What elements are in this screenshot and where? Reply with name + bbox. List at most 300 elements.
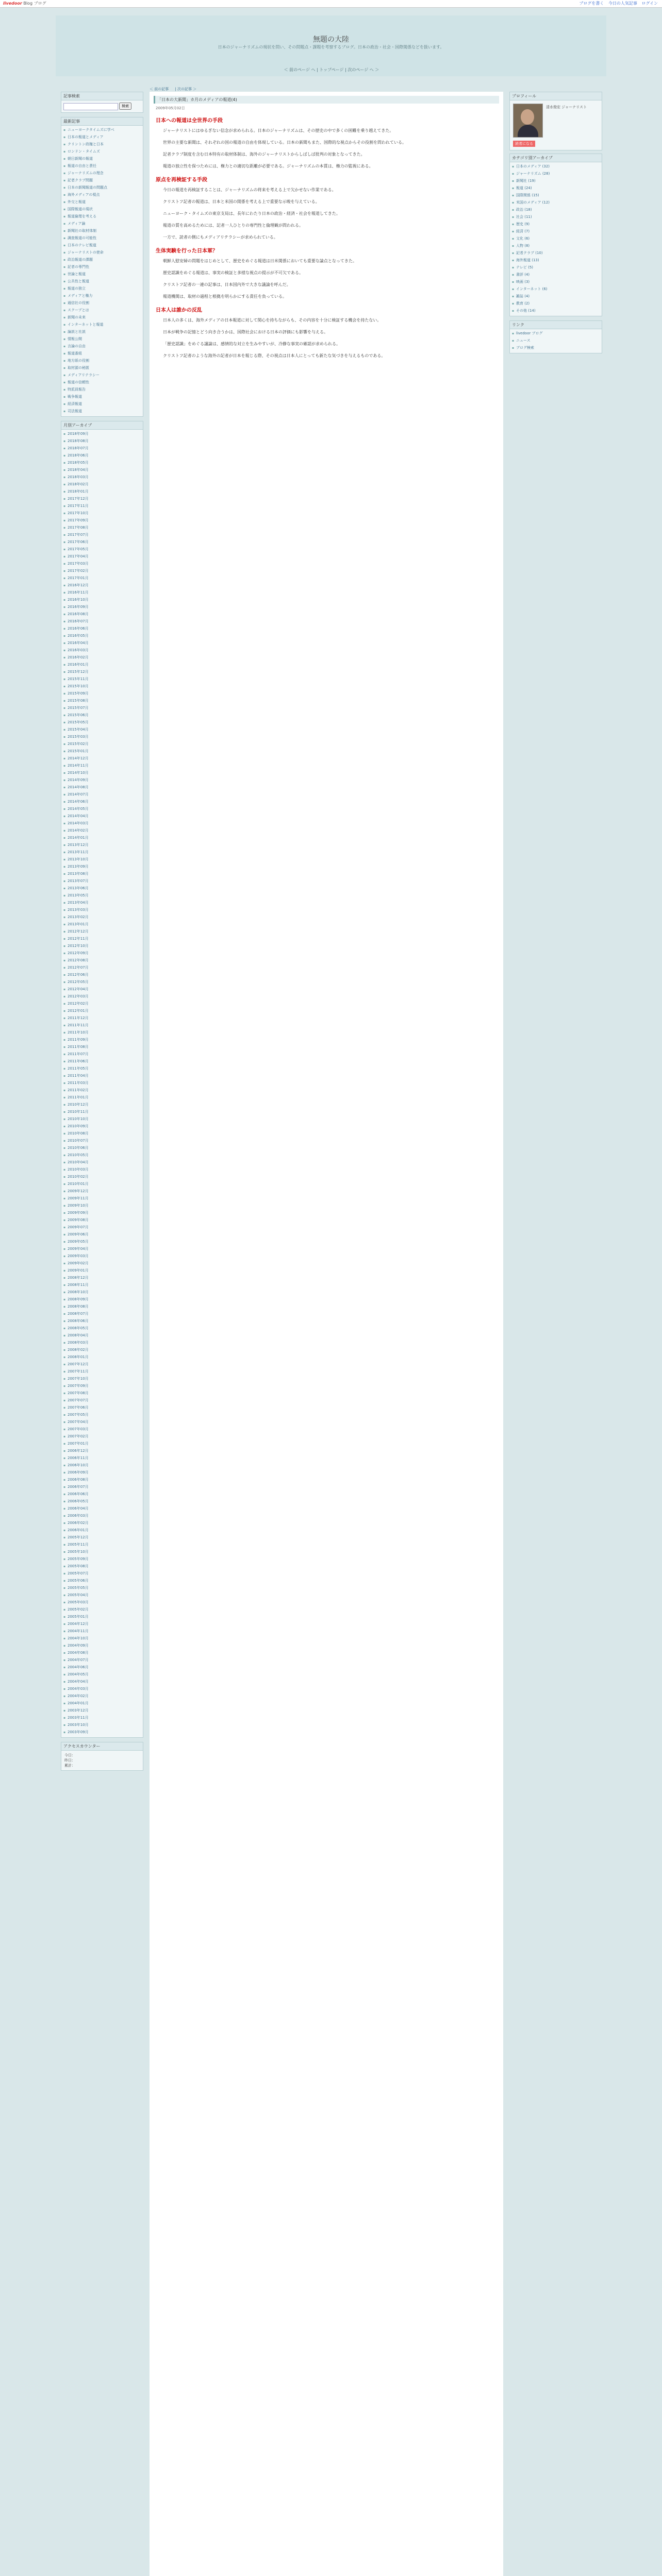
archive-month-item[interactable]: ▪ 2014年10月 [63,770,141,777]
category-item[interactable]: ▪ 新聞社 (19) [512,178,600,185]
recent-post-item[interactable]: ▪ メディア論 [63,221,141,228]
archive-month-item[interactable]: ▪ 2009年02月 [63,1260,141,1267]
archive-month-item[interactable]: ▪ 2011年07月 [63,1051,141,1058]
archive-month-item[interactable]: ▪ 2010年02月 [63,1174,141,1181]
archive-month-item[interactable]: ▪ 2014年02月 [63,827,141,835]
archives-box [61,421,143,1738]
recent-post-item[interactable]: ▪ 記者クラブ問題 [63,177,141,184]
main-content [150,87,503,2576]
archive-month-item[interactable]: ▪ 2015年12月 [63,669,141,676]
archives-list [61,430,143,1737]
recent-post-item[interactable]: ▪ 外交と報道 [63,199,141,206]
archive-month-item[interactable]: ▪ 2014年03月 [63,820,141,827]
archive-month-item[interactable]: ▪ 2012年01月 [63,1008,141,1015]
categories-list [510,162,602,316]
paragraph: 報道の独立性を保つためには、権力との適切な距離が必要である。ジャーナリズムの本質は、権力の監視にある。 [163,164,373,168]
archive-month-item[interactable]: ▪ 2011年01月 [63,1094,141,1101]
archive-month-item[interactable]: ▪ 2015年11月 [63,676,141,683]
archive-month-item[interactable]: ▪ 2013年09月 [63,863,141,871]
section-heading: 生体実験を行った日本軍？ [156,248,218,254]
section-heading: 日本人は誰かの反乱 [156,308,202,313]
archive-month-item[interactable]: ▪ 2005年10月 [63,1549,141,1556]
archive-month-item[interactable]: ▪ 2018年06月 [63,452,141,460]
archive-month-item[interactable]: ▪ 2007年12月 [63,1361,141,1368]
paragraph: クリストフ記者の報道は、日本と米国の関係を考える上で重要な示唆を与えている。 [163,199,320,204]
recent-post-item[interactable]: ▪ メディアリテラシー [63,372,141,379]
archive-month-item[interactable]: ▪ 2005年04月 [63,1592,141,1599]
archive-month-item[interactable]: ▪ 2008年06月 [63,1318,141,1325]
recent-post-item[interactable]: ▪ 報道の信頼性 [63,379,141,386]
recent-post-item[interactable]: ▪ 新聞社の取材体制 [63,228,141,235]
archive-month-item[interactable]: ▪ 2011年03月 [63,1080,141,1087]
archive-month-item[interactable]: ▪ 2007年06月 [63,1404,141,1412]
archive-month-item[interactable]: ▪ 2007年02月 [63,1433,141,1440]
paragraph: クリストフ記者の一連の記事は、日本国内外で大きな議論を呼んだ。 [163,282,291,287]
archive-month-item[interactable]: ▪ 2009年12月 [63,1188,141,1195]
archive-month-item[interactable]: ▪ 2012年05月 [63,979,141,986]
category-item[interactable]: ▪ 政治 (18) [512,207,600,214]
archive-month-item[interactable]: ▪ 2013年08月 [63,871,141,878]
recent-post-item[interactable]: ▪ 日本の新聞報道の問題点 [63,184,141,192]
recent-posts-box [61,117,143,417]
archive-month-item[interactable]: ▪ 2007年11月 [63,1368,141,1376]
profile-text: 清水俊宏 ジャーナリスト [546,105,587,109]
category-item[interactable]: ▪ 歴史 (9) [512,221,600,228]
archive-month-item[interactable]: ▪ 2017年12月 [63,496,141,503]
archive-month-item[interactable]: ▪ 2006年12月 [63,1448,141,1455]
archive-month-item[interactable]: ▪ 2010年09月 [63,1123,141,1130]
archive-month-item[interactable]: ▪ 2017年08月 [63,524,141,532]
archive-month-item[interactable]: ▪ 2005年11月 [63,1541,141,1549]
archive-month-item[interactable]: ▪ 2018年01月 [63,488,141,496]
archive-month-item[interactable]: ▪ 2014年09月 [63,777,141,784]
archive-month-item[interactable]: ▪ 2005年08月 [63,1563,141,1570]
archive-month-item[interactable]: ▪ 2013年07月 [63,878,141,885]
archive-month-item[interactable]: ▪ 2015年10月 [63,683,141,690]
archive-month-item[interactable]: ▪ 2013年12月 [63,842,141,849]
avatar[interactable] [513,104,543,138]
archive-month-item[interactable]: ▪ 2008年04月 [63,1332,141,1340]
recent-post-item[interactable]: ▪ 言論の自由 [63,343,141,350]
recent-post-item[interactable]: ▪ 報道の自由と責任 [63,163,141,170]
archive-month-item[interactable]: ▪ 2012年09月 [63,950,141,957]
archive-month-item[interactable]: ▪ 2013年10月 [63,856,141,863]
recent-post-item[interactable]: ▪ 報道番組 [63,350,141,358]
search-input[interactable] [63,103,118,110]
archive-month-item[interactable]: ▪ 2005年01月 [63,1614,141,1621]
archive-month-item[interactable]: ▪ 2008年03月 [63,1340,141,1347]
counter-title: アクセスカウンター [61,1742,143,1751]
archive-month-item[interactable]: ▪ 2009年06月 [63,1231,141,1239]
paragraph: クリストフ記者のような海外の記者が日本を報じる際、その視点は日本人にとっても新たな気づきを与えるものである。 [163,353,386,358]
archive-month-item[interactable]: ▪ 2014年01月 [63,835,141,842]
category-item[interactable]: ▪ インターネット (6) [512,286,600,293]
archive-month-item[interactable]: ▪ 2010年06月 [63,1145,141,1152]
archive-month-item[interactable]: ▪ 2008年10月 [63,1289,141,1296]
page-wrapper [56,15,606,2576]
archive-month-item[interactable]: ▪ 2018年08月 [63,438,141,445]
archive-month-item[interactable]: ▪ 2007年08月 [63,1390,141,1397]
archive-month-item[interactable]: ▪ 2007年09月 [63,1383,141,1390]
archive-month-item[interactable]: ▪ 2007年04月 [63,1419,141,1426]
profile-box [509,92,602,150]
top-toolbar [0,0,662,8]
archive-month-item[interactable]: ▪ 2008年08月 [63,1303,141,1311]
search-button[interactable]: 検索 [119,103,131,110]
archive-month-item[interactable]: ▪ 2009年07月 [63,1224,141,1231]
archive-month-item[interactable]: ▪ 2016年02月 [63,654,141,662]
archive-month-item[interactable]: ▪ 2009年08月 [63,1217,141,1224]
archive-month-item[interactable]: ▪ 2015年07月 [63,705,141,712]
archive-month-item[interactable]: ▪ 2010年11月 [63,1109,141,1116]
recent-post-item[interactable]: ▪ 経済報道 [63,401,141,408]
archive-month-item[interactable]: ▪ 2004年08月 [63,1650,141,1657]
archive-month-item[interactable]: ▪ 2009年05月 [63,1239,141,1246]
recent-post-item[interactable]: ▪ 政治報道の課題 [63,257,141,264]
entry-date: 2009年05月02日 [156,106,185,110]
link-item[interactable]: ▪ ニュース [512,337,600,345]
recent-post-item[interactable]: ▪ ロンドン・タイムズ [63,148,141,156]
archive-month-item[interactable]: ▪ 2005年03月 [63,1599,141,1606]
archive-month-item[interactable]: ▪ 2006年10月 [63,1462,141,1469]
recent-post-item[interactable]: ▪ 地方紙の役割 [63,358,141,365]
archive-month-item[interactable]: ▪ 2006年01月 [63,1527,141,1534]
archive-month-item[interactable]: ▪ 2013年01月 [63,921,141,928]
archive-month-item[interactable]: ▪ 2015年06月 [63,712,141,719]
counter-yesterday: 昨日： [64,1758,75,1762]
archive-month-item[interactable]: ▪ 2012年11月 [63,936,141,943]
archive-month-item[interactable]: ▪ 2004年05月 [63,1671,141,1679]
recent-post-item[interactable]: ▪ スクープとは [63,307,141,314]
archive-month-item[interactable]: ▪ 2012年03月 [63,993,141,1001]
category-item[interactable]: ▪ 日本のメディア (32) [512,163,600,171]
archive-month-item[interactable]: ▪ 2014年06月 [63,799,141,806]
archive-month-item[interactable]: ▪ 2016年03月 [63,647,141,654]
archive-month-item[interactable]: ▪ 2012年06月 [63,972,141,979]
archive-month-item[interactable]: ▪ 2005年05月 [63,1585,141,1592]
paragraph: ニューヨーク・タイムズの東京支局は、長年にわたり日本の政治・経済・社会を報道してきた。 [163,211,340,216]
archive-month-item[interactable]: ▪ 2008年09月 [63,1296,141,1303]
category-item[interactable]: ▪ 書評 (4) [512,272,600,279]
archive-month-item[interactable]: ▪ 2017年05月 [63,546,141,553]
recent-post-item[interactable]: ▪ 戦争報道 [63,394,141,401]
archive-month-item[interactable]: ▪ 2017年10月 [63,510,141,517]
archive-month-item[interactable]: ▪ 2014年11月 [63,762,141,770]
recent-post-item[interactable]: ▪ 調査報道の可能性 [63,235,141,242]
archive-month-item[interactable]: ▪ 2015年08月 [63,698,141,705]
archive-month-item[interactable]: ▪ 2011年08月 [63,1044,141,1051]
archive-month-item[interactable]: ▪ 2018年02月 [63,481,141,488]
archive-month-item[interactable]: ▪ 2018年09月 [63,431,141,438]
recent-post-item[interactable]: ▪ 取材源の秘匿 [63,365,141,372]
links-box [509,320,602,353]
archive-month-item[interactable]: ▪ 2006年08月 [63,1477,141,1484]
archive-month-item[interactable]: ▪ 2005年07月 [63,1570,141,1578]
archive-month-item[interactable]: ▪ 2012年10月 [63,943,141,950]
recent-post-item[interactable]: ▪ 海外メディアの視点 [63,192,141,199]
archive-month-item[interactable]: ▪ 2017年06月 [63,539,141,546]
archive-month-item[interactable]: ▪ 2003年09月 [63,1729,141,1736]
recent-post-item[interactable]: ▪ メディアと権力 [63,293,141,300]
archive-month-item[interactable]: ▪ 2016年12月 [63,582,141,589]
archive-month-item[interactable]: ▪ 2010年01月 [63,1181,141,1188]
archive-month-item[interactable]: ▪ 2015年02月 [63,741,141,748]
archive-month-item[interactable]: ▪ 2004年11月 [63,1628,141,1635]
archive-month-item[interactable]: ▪ 2005年02月 [63,1606,141,1614]
archive-month-item[interactable]: ▪ 2004年10月 [63,1635,141,1642]
archive-month-item[interactable]: ▪ 2015年03月 [63,734,141,741]
login-link[interactable]: ログイン [641,1,658,6]
category-item[interactable]: ▪ 米国のメディア (12) [512,199,600,207]
recent-post-item[interactable]: ▪ 日本のテレビ報道 [63,242,141,249]
archive-month-item[interactable]: ▪ 2006年09月 [63,1469,141,1477]
archive-month-item[interactable]: ▪ 2016年11月 [63,589,141,597]
archive-month-item[interactable]: ▪ 2013年05月 [63,892,141,900]
left-sidebar [61,92,143,2576]
archive-month-item[interactable]: ▪ 2012年08月 [63,957,141,964]
paragraph: 今日の報道を再検証することは、ジャーナリズムの将来を考える上で欠かせない作業である。 [163,188,336,192]
archive-month-item[interactable]: ▪ 2017年04月 [63,553,141,561]
counter-box [61,1742,143,1771]
category-item[interactable]: ▪ 文化 (6) [512,235,600,243]
archive-month-item[interactable]: ▪ 2017年01月 [63,575,141,582]
archive-month-item[interactable]: ▪ 2008年02月 [63,1347,141,1354]
archive-month-item[interactable]: ▪ 2006年05月 [63,1498,141,1505]
archive-month-item[interactable]: ▪ 2006年04月 [63,1505,141,1513]
recent-post-item[interactable]: ▪ ニューヨークタイムズに学べ [63,127,141,134]
archive-month-item[interactable]: ▪ 2007年03月 [63,1426,141,1433]
archive-month-item[interactable]: ▪ 2018年05月 [63,460,141,467]
archive-month-item[interactable]: ▪ 2010年04月 [63,1159,141,1166]
archive-month-item[interactable]: ▪ 2010年05月 [63,1152,141,1159]
recent-post-item[interactable]: ▪ 国際報道の現状 [63,206,141,213]
archive-month-item[interactable]: ▪ 2007年10月 [63,1376,141,1383]
archive-month-item[interactable]: ▪ 2004年09月 [63,1642,141,1650]
category-item[interactable]: ▪ 海外報道 (13) [512,257,600,264]
archive-month-item[interactable]: ▪ 2016年07月 [63,618,141,625]
popular-link[interactable]: 今日の人気記事 [608,1,637,6]
follow-button[interactable]: 読者になる [513,141,535,147]
livedoor-logo[interactable]: livedoor Blog ブログ [3,1,46,6]
paragraph: ジャーナリストにはゆるぎない信念が求められる。日本のジャーナリズムは、その歴史の中で多くの困難を乗り越えてきた。 [163,128,394,133]
recent-post-item[interactable]: ▪ 世論と報道 [63,271,141,278]
paragraph: 世界の主要な新聞は、それぞれの国の報道の自由を体現している。日本の新聞もまた、国際的な視点からその役割を問われている。 [163,140,406,145]
archive-month-item[interactable]: ▪ 2004年12月 [63,1621,141,1628]
archive-month-item[interactable]: ▪ 2014年12月 [63,755,141,762]
archive-month-item[interactable]: ▪ 2004年03月 [63,1686,141,1693]
archive-month-item[interactable]: ▪ 2003年11月 [63,1715,141,1722]
recent-post-item[interactable]: ▪ 特派員報告 [63,386,141,394]
section-heading: 日本への報道は全世界の手段 [156,118,223,124]
section-heading: 原点を再検証する手段 [156,177,207,183]
blog-description: 日本のジャーナリズムの現状を問い、その問題点・課題を考察するブログ。日本の政治・社会・国際関係などを扱います。 [218,45,444,49]
category-item[interactable]: ▪ 教育 (2) [512,300,600,308]
archive-month-item[interactable]: ▪ 2010年03月 [63,1166,141,1174]
archive-month-item[interactable]: ▪ 2010年08月 [63,1130,141,1138]
archive-month-item[interactable]: ▪ 2016年01月 [63,662,141,669]
archive-month-item[interactable]: ▪ 2011年05月 [63,1065,141,1073]
search-box [61,92,143,113]
archive-month-item[interactable]: ▪ 2010年12月 [63,1101,141,1109]
archive-month-item[interactable]: ▪ 2004年04月 [63,1679,141,1686]
link-item[interactable]: ▪ livedoor ブログ [512,330,600,337]
archive-month-item[interactable]: ▪ 2014年07月 [63,791,141,799]
archive-month-item[interactable]: ▪ 2018年04月 [63,467,141,474]
recent-post-item[interactable]: ▪ インターネットと報道 [63,321,141,329]
archive-month-item[interactable]: ▪ 2007年01月 [63,1440,141,1448]
archive-month-item[interactable]: ▪ 2009年04月 [63,1246,141,1253]
archive-month-item[interactable]: ▪ 2011年11月 [63,1022,141,1029]
write-blog-link[interactable]: ブログを書く [579,1,604,6]
recent-post-item[interactable]: ▪ クリントン政権と日本 [63,141,141,148]
category-item[interactable]: ▪ 経済 (7) [512,228,600,235]
paragraph: 報道機関は、取材の過程と根拠を明らかにする責任を負っている。 [163,294,287,299]
archive-month-item[interactable]: ▪ 2004年07月 [63,1657,141,1664]
archive-month-item[interactable]: ▪ 2017年07月 [63,532,141,539]
archive-month-item[interactable]: ▪ 2016年09月 [63,604,141,611]
category-item[interactable]: ▪ 国際関係 (15) [512,192,600,199]
recent-post-item[interactable]: ▪ ジャーナリズムの理念 [63,170,141,177]
category-item[interactable]: ▪ 雑誌 (4) [512,293,600,300]
archive-month-item[interactable]: ▪ 2017年09月 [63,517,141,524]
archive-month-item[interactable]: ▪ 2013年04月 [63,900,141,907]
recent-post-item[interactable]: ▪ 報道の独立 [63,285,141,293]
category-item[interactable]: ▪ 報道 (24) [512,185,600,192]
recent-posts-list [61,126,143,416]
paragraph: 記者クラブ制度を含む日本特有の取材体制は、海外のジャーナリストからしばしば批判の対象となってきた。 [163,152,365,157]
archive-month-item[interactable]: ▪ 2018年03月 [63,474,141,481]
archive-month-item[interactable]: ▪ 2005年06月 [63,1578,141,1585]
archive-month-item[interactable]: ▪ 2006年03月 [63,1513,141,1520]
recent-post-item[interactable]: ▪ 朝日新聞の報道 [63,156,141,163]
archive-month-item[interactable]: ▪ 2009年01月 [63,1267,141,1275]
archive-month-item[interactable]: ▪ 2010年07月 [63,1138,141,1145]
counter-today: 今日： [64,1753,75,1757]
recent-post-item[interactable]: ▪ 報道倫理を考える [63,213,141,221]
archive-month-item[interactable]: ▪ 2015年04月 [63,726,141,734]
archive-month-item[interactable]: ▪ 2006年02月 [63,1520,141,1527]
archive-month-item[interactable]: ▪ 2011年12月 [63,1015,141,1022]
recent-post-item[interactable]: ▪ 通信社の役割 [63,300,141,307]
archive-month-item[interactable]: ▪ 2014年08月 [63,784,141,791]
archive-month-item[interactable]: ▪ 2005年09月 [63,1556,141,1563]
archives-title: 月別アーカイブ [61,421,143,430]
profile-title: プロフィール [510,92,602,100]
category-item[interactable]: ▪ ジャーナリズム (28) [512,171,600,178]
archive-month-item[interactable]: ▪ 2004年01月 [63,1700,141,1707]
blog-title[interactable]: 無題の大陸 [313,36,349,44]
recent-post-item[interactable]: ▪ 記者の専門性 [63,264,141,271]
archive-month-item[interactable]: ▪ 2008年12月 [63,1275,141,1282]
category-item[interactable]: ▪ 記者クラブ (10) [512,250,600,257]
archive-month-item[interactable]: ▪ 2008年05月 [63,1325,141,1332]
recent-post-item[interactable]: ▪ 日本の報道とメディア [63,134,141,141]
archive-month-item[interactable]: ▪ 2011年10月 [63,1029,141,1037]
archive-month-item[interactable]: ▪ 2013年03月 [63,907,141,914]
archive-month-item[interactable]: ▪ 2014年04月 [63,813,141,820]
archive-month-item[interactable]: ▪ 2009年11月 [63,1195,141,1202]
paragraph: 歴史認識をめぐる報道は、事実の検証と多様な視点の提示が不可欠である。 [163,270,303,275]
archive-month-item[interactable]: ▪ 2004年06月 [63,1664,141,1671]
archive-month-item[interactable]: ▪ 2017年02月 [63,568,141,575]
archive-month-item[interactable]: ▪ 2003年10月 [63,1722,141,1729]
archive-month-item[interactable]: ▪ 2017年11月 [63,503,141,510]
archive-month-item[interactable]: ▪ 2018年07月 [63,445,141,452]
archive-month-item[interactable]: ▪ 2012年12月 [63,928,141,936]
archive-month-item[interactable]: ▪ 2008年11月 [63,1282,141,1289]
archive-month-item[interactable]: ▪ 2009年03月 [63,1253,141,1260]
header-nav[interactable]: ＜ 前のページ へ | トップページ | 次のページ へ ＞ [284,67,379,72]
archive-month-item[interactable]: ▪ 2007年05月 [63,1412,141,1419]
archive-month-item[interactable]: ▪ 2011年09月 [63,1037,141,1044]
archive-month-item[interactable]: ▪ 2004年02月 [63,1693,141,1700]
archive-month-item[interactable]: ▪ 2006年06月 [63,1491,141,1498]
archive-month-item[interactable]: ▪ 2012年02月 [63,1001,141,1008]
prev-entry-link[interactable]: ＜ 前の記事 [150,87,169,91]
category-item[interactable]: ▪ 人物 (8) [512,243,600,250]
archive-month-item[interactable]: ▪ 2016年10月 [63,597,141,604]
archive-month-item[interactable]: ▪ 2003年12月 [63,1707,141,1715]
archive-month-item[interactable]: ▪ 2015年05月 [63,719,141,726]
archive-month-item[interactable]: ▪ 2007年07月 [63,1397,141,1404]
archive-month-item[interactable]: ▪ 2009年10月 [63,1202,141,1210]
archive-month-item[interactable]: ▪ 2010年10月 [63,1116,141,1123]
link-item[interactable]: ▪ ブログ検索 [512,345,600,352]
archive-month-item[interactable]: ▪ 2016年06月 [63,625,141,633]
recent-post-item[interactable]: ▪ 新聞の未来 [63,314,141,321]
archive-month-item[interactable]: ▪ 2017年03月 [63,561,141,568]
archive-month-item[interactable]: ▪ 2009年09月 [63,1210,141,1217]
archive-month-item[interactable]: ▪ 2006年07月 [63,1484,141,1491]
right-sidebar [509,92,602,736]
category-item[interactable]: ▪ テレビ (5) [512,264,600,272]
archive-month-item[interactable]: ▪ 2012年07月 [63,964,141,972]
search-title: 記事検索 [61,92,143,100]
entry-title[interactable]: 「日本の大新聞」カ月のメディアの報道(4) [154,96,499,104]
archive-month-item[interactable]: ▪ 2013年11月 [63,849,141,856]
archive-month-item[interactable]: ▪ 2012年04月 [63,986,141,993]
archive-month-item[interactable]: ▪ 2015年01月 [63,748,141,755]
archive-month-item[interactable]: ▪ 2008年07月 [63,1311,141,1318]
archive-month-item[interactable]: ▪ 2016年05月 [63,633,141,640]
category-item[interactable]: ▪ その他 (14) [512,308,600,315]
archive-month-item[interactable]: ▪ 2008年01月 [63,1354,141,1361]
recent-posts-title: 最新記事 [61,117,143,126]
recent-post-item[interactable]: ▪ 司法報道 [63,408,141,415]
archive-month-item[interactable]: ▪ 2013年02月 [63,914,141,921]
archive-month-item[interactable]: ▪ 2015年09月 [63,690,141,698]
archive-month-item[interactable]: ▪ 2013年06月 [63,885,141,892]
archive-month-item[interactable]: ▪ 2011年06月 [63,1058,141,1065]
links-list [510,329,602,353]
archive-month-item[interactable]: ▪ 2006年11月 [63,1455,141,1462]
categories-box [509,154,602,316]
archive-month-item[interactable]: ▪ 2016年08月 [63,611,141,618]
archive-month-item[interactable]: ▪ 2011年04月 [63,1073,141,1080]
archive-month-item[interactable]: ▪ 2005年12月 [63,1534,141,1541]
recent-post-item[interactable]: ▪ 公共性と報道 [63,278,141,285]
recent-post-item[interactable]: ▪ ジャーナリストの使命 [63,249,141,257]
recent-post-item[interactable]: ▪ 情報公開 [63,336,141,343]
category-item[interactable]: ▪ 社会 (11) [512,214,600,221]
archive-month-item[interactable]: ▪ 2014年05月 [63,806,141,813]
category-item[interactable]: ▪ 映画 (3) [512,279,600,286]
archive-month-item[interactable]: ▪ 2011年02月 [63,1087,141,1094]
next-entry-link[interactable]: | 次の記事 ＞ [175,87,197,91]
recent-post-item[interactable]: ▪ 論説と社説 [63,329,141,336]
entry-pager [150,87,503,92]
archive-month-item[interactable]: ▪ 2016年04月 [63,640,141,647]
